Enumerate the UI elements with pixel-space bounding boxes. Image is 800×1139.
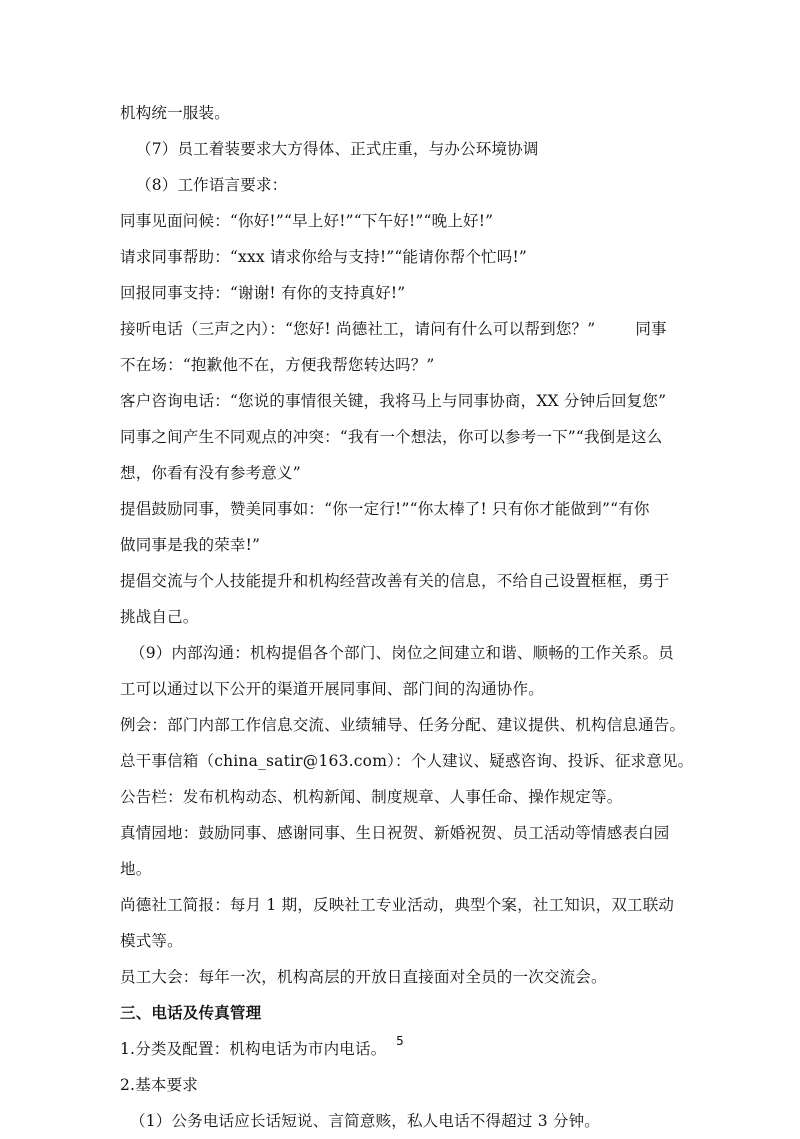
text-line: （7）员工着装要求大方得体、正式庄重，与办公环境协调	[136, 140, 539, 158]
text-line: 请求同事帮助：“xxx 请求你给与支持!”“能请你帮个忙吗!”	[120, 248, 528, 266]
text-line: 机构统一服装。	[120, 104, 230, 122]
text-line: 尚德社工简报：每月 1 期，反映社工专业活动，典型个案，社工知识，双工联动	[120, 896, 675, 914]
text-line: 提倡鼓励同事，赞美同事如：“你一定行!”“你太棒了! 只有你才能做到”“有你	[120, 500, 650, 518]
text-line: 想，你看有没有参考意义”	[120, 464, 301, 482]
text-line: 真情园地：鼓励同事、感谢同事、生日祝贺、新婚祝贺、员工活动等情感表白园	[120, 824, 670, 842]
document-page	[120, 95, 694, 1139]
text-line: 总干事信箱（china_satir@163.com）：个人建议、疑惑咨询、投诉、征求意见。	[120, 752, 694, 770]
text-line: 公告栏：发布机构动态、机构新闻、制度规章、人事任命、操作规定等。	[120, 788, 623, 806]
text-line: 员工大会：每年一次，机构高层的开放日直接面对全员的一次交流会。	[120, 968, 607, 986]
text-line: 2.基本要求	[120, 1076, 198, 1094]
section-heading: 三、电话及传真管理	[120, 1003, 262, 1022]
text-line: 挑战自己。	[120, 608, 199, 626]
text-line: 同事见面问候：“你好!”“早上好!”“下午好!”“晚上好!”	[120, 212, 494, 230]
text-segment: 接听电话（三声之内）：“您好! 尚德社工，请问有什么可以帮到您？”	[120, 320, 596, 338]
page-number: 5	[396, 1034, 404, 1048]
text-line: 同事之间产生不同观点的冲突：“我有一个想法，你可以参考一下”“我倒是这么	[120, 428, 663, 446]
text-line: 例会：部门内部工作信息交流、业绩辅导、任务分配、建议提供、机构信息通告。	[120, 716, 686, 734]
text-line: （1）公务电话应长话短说、言简意赅，私人电话不得超过 3 分钟。	[130, 1112, 600, 1130]
text-line: （8）工作语言要求：	[136, 176, 288, 194]
text-line: 回报同事支持：“谢谢! 有你的支持真好!”	[120, 284, 406, 302]
text-line: 客户咨询电话：“您说的事情很关键，我将马上与同事协商，XX 分钟后回复您”	[120, 392, 667, 410]
text-line: 地。	[120, 860, 152, 878]
text-line: 工可以通过以下公开的渠道开展同事间、部门间的沟通协作。	[120, 680, 544, 698]
text-line: 1.分类及配置：机构电话为市内电话。	[120, 1040, 387, 1058]
text-line: （9）内部沟通：机构提倡各个部门、岗位之间建立和谐、顺畅的工作关系。员	[130, 644, 674, 662]
text-line: 模式等。	[120, 932, 183, 950]
text-line: 做同事是我的荣幸!”	[120, 536, 261, 554]
text-segment: 同事	[635, 320, 667, 338]
text-line: 不在场：“抱歉他不在，方便我帮您转达吗？”	[120, 356, 435, 374]
text-line: 提倡交流与个人技能提升和机构经营改善有关的信息，不给自己设置框框，勇于	[120, 572, 670, 590]
text-line	[120, 311, 685, 347]
